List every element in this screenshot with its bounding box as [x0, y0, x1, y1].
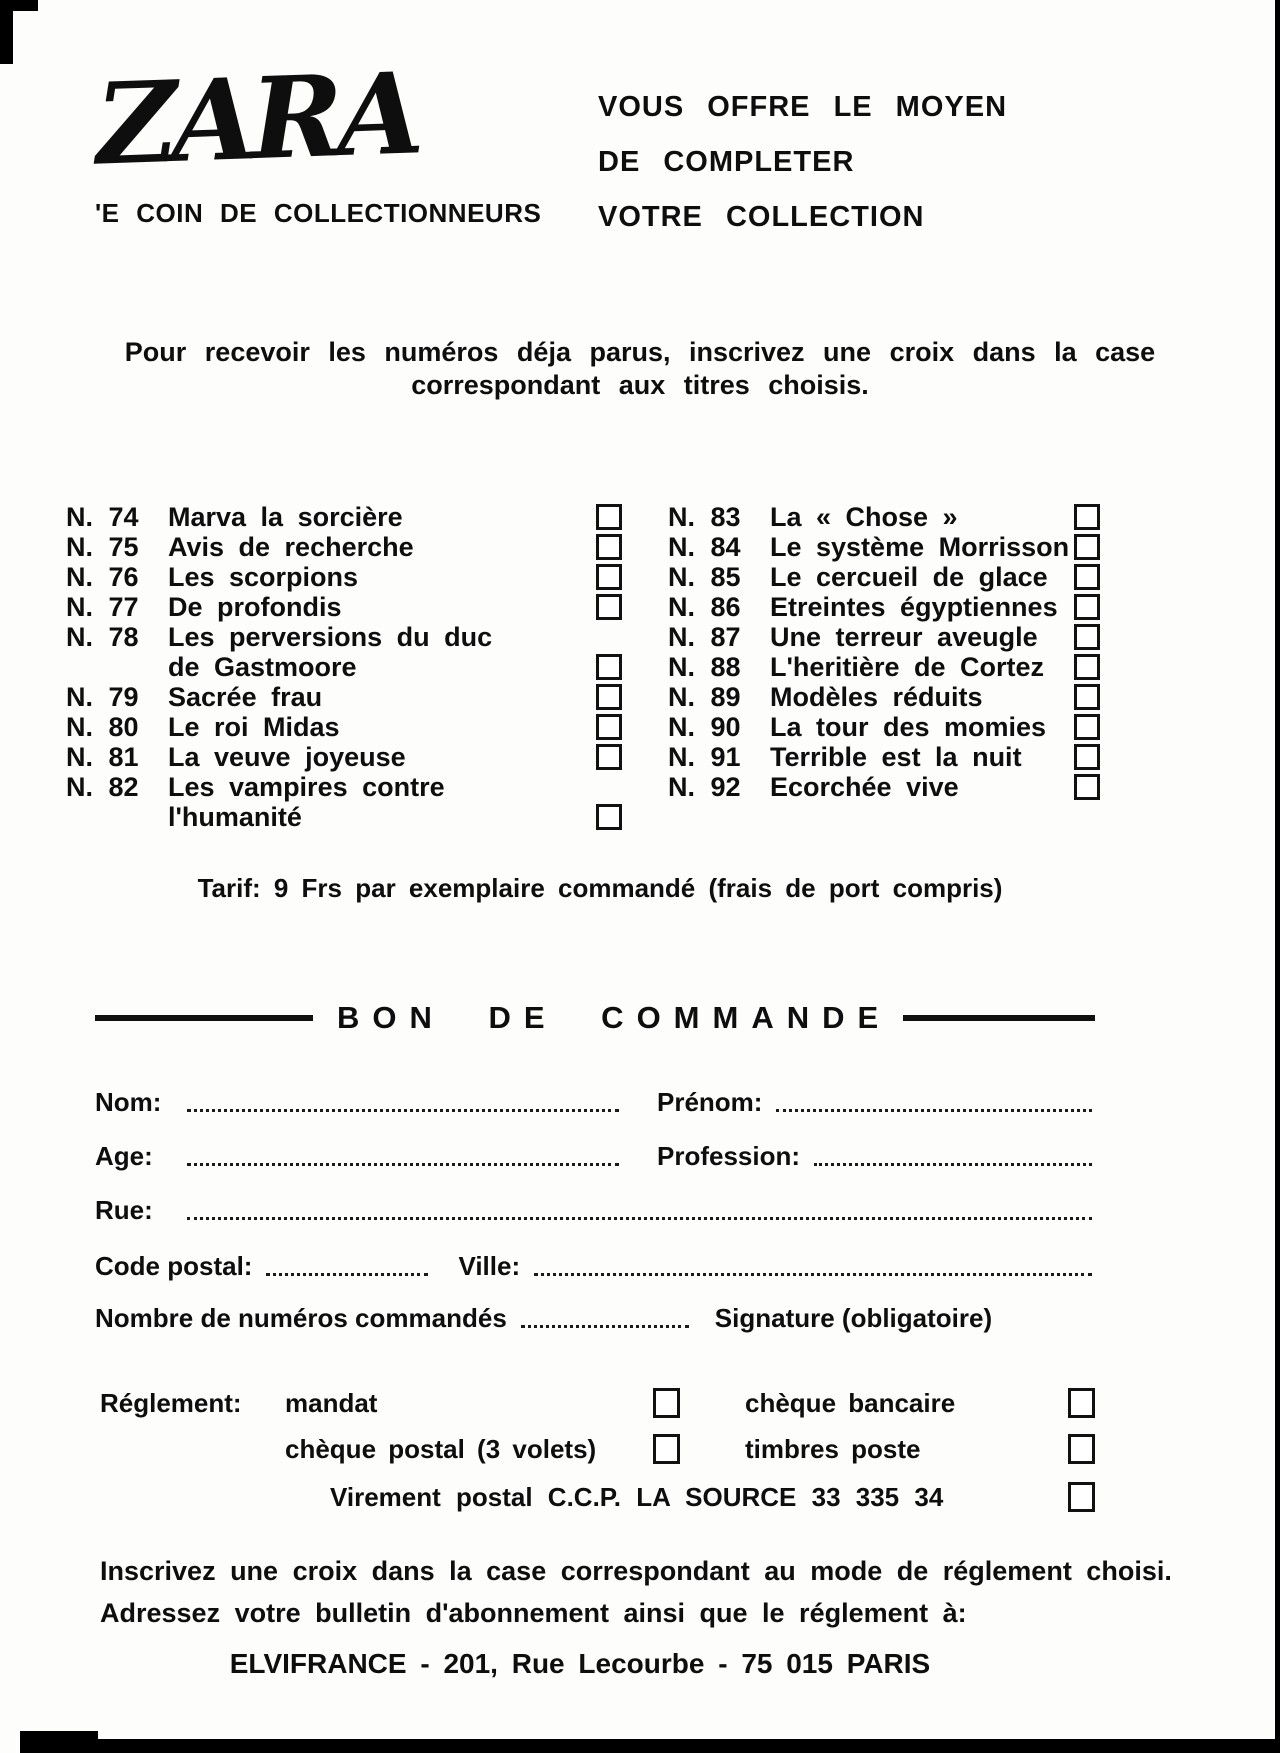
catalog-row: [0, 502, 1280, 532]
form-row-age: [95, 1136, 1092, 1172]
reglement-option-virement: Virement postal C.C.P. LA SOURCE 33 335 34: [330, 1482, 944, 1512]
publisher-address: ELVIFRANCE - 201, Rue Lecourbe - 75 015 PARIS: [229, 1648, 931, 1679]
issue-number: N. 92: [668, 771, 741, 802]
issue-checkbox-n74[interactable]: [596, 504, 622, 530]
nombre-label: Nombre de numéros commandés: [95, 1303, 507, 1333]
reglement-checkbox-mandat[interactable]: [653, 1388, 680, 1418]
intro-paragraph: [50, 336, 1230, 402]
issue-title: Etreintes égyptiennes: [770, 591, 1058, 622]
issue-checkbox-n75[interactable]: [596, 534, 622, 560]
issue-title: Les vampires contre: [168, 771, 445, 802]
footer-instruction-1: Inscrivez une croix dans la case correspondant au mode de réglement choisi.: [100, 1556, 1172, 1586]
issue-checkbox-n78[interactable]: [596, 654, 622, 680]
reglement-option-cheque-bancaire: chèque bancaire: [745, 1388, 956, 1418]
issue-checkbox-n86[interactable]: [1074, 594, 1100, 620]
rule-left: [95, 1015, 313, 1021]
issue-checkbox-n81[interactable]: [596, 744, 622, 770]
issue-checkbox-n76[interactable]: [596, 564, 622, 590]
issue-checkbox-n82[interactable]: [596, 804, 622, 830]
rue-input[interactable]: [187, 1193, 1092, 1220]
form-row-nom: [95, 1082, 1092, 1118]
order-form-title: BON DE COMMANDE: [337, 1000, 892, 1035]
reglement-checkbox-cheque-postal[interactable]: [653, 1434, 680, 1464]
order-form-header: [95, 1000, 1095, 1036]
reglement-option-timbres-poste: timbres poste: [745, 1434, 921, 1464]
catalog-row: [0, 712, 1280, 742]
code-postal-input[interactable]: [266, 1249, 428, 1276]
scan-artifact-top-left-2: [0, 0, 38, 11]
tarif-note: Tarif: 9 Frs par exemplaire commandé (frais de port compris): [197, 873, 1003, 903]
issue-title: Marva la sorcière: [168, 501, 403, 532]
catalog-row: [0, 682, 1280, 712]
issue-title: Les scorpions: [168, 561, 359, 592]
nombre-input[interactable]: [521, 1301, 689, 1328]
ville-label: Ville:: [458, 1251, 521, 1281]
offer-line-1: VOUS OFFRE LE MOYEN: [598, 91, 1008, 123]
issue-title: Le système Morrisson: [770, 531, 1070, 562]
issue-number: N. 88: [668, 651, 741, 682]
age-input[interactable]: [187, 1139, 619, 1166]
issue-number: N. 89: [668, 681, 741, 712]
issue-title: La veuve joyeuse: [168, 741, 406, 772]
issue-number: N. 75: [66, 531, 139, 562]
code-postal-label: Code postal:: [95, 1251, 253, 1281]
issue-number: N. 81: [66, 741, 139, 772]
issue-checkbox-n91[interactable]: [1074, 744, 1100, 770]
catalog-row: [0, 532, 1280, 562]
issue-title: Les perversions du duc: [168, 621, 493, 652]
catalog-row: [0, 622, 1280, 652]
issue-number: N. 76: [66, 561, 139, 592]
catalog-row: [0, 592, 1280, 622]
issue-checkbox-n77[interactable]: [596, 594, 622, 620]
issue-title: Modèles réduits: [770, 681, 983, 712]
reglement-option-mandat: mandat: [285, 1388, 378, 1418]
issue-title: l'humanité: [168, 801, 302, 832]
issue-number: N. 78: [66, 621, 139, 652]
issue-number: N. 85: [668, 561, 741, 592]
issue-checkbox-n92[interactable]: [1074, 774, 1100, 800]
issue-title: L'heritière de Cortez: [770, 651, 1044, 682]
issue-checkbox-n90[interactable]: [1074, 714, 1100, 740]
offer-text: [598, 80, 1007, 245]
catalog-row: [0, 802, 1280, 832]
issue-number: N. 84: [668, 531, 741, 562]
issue-number: N. 77: [66, 591, 139, 622]
prenom-input[interactable]: [776, 1085, 1092, 1112]
issue-checklist: [0, 502, 1280, 832]
issue-title: de Gastmoore: [168, 651, 357, 682]
scan-artifact-bottom-left: [20, 1731, 98, 1753]
rue-label: Rue:: [95, 1195, 153, 1225]
issue-checkbox-n87[interactable]: [1074, 624, 1100, 650]
issue-number: N. 83: [668, 501, 741, 532]
catalog-row: [0, 742, 1280, 772]
scan-artifact-bottom-band: [20, 1739, 1280, 1753]
reglement-checkbox-cheque-bancaire[interactable]: [1068, 1388, 1095, 1418]
issue-checkbox-n88[interactable]: [1074, 654, 1100, 680]
collector-tagline: 'E COIN DE COLLECTIONNEURS: [95, 198, 542, 228]
issue-title: La « Chose »: [770, 501, 958, 532]
catalog-row: [0, 772, 1280, 802]
zara-logo: ZARA: [93, 48, 419, 191]
catalog-row: [0, 652, 1280, 682]
nom-input[interactable]: [187, 1085, 619, 1112]
issue-title: Le roi Midas: [168, 711, 340, 742]
offer-line-3: VOTRE COLLECTION: [598, 201, 925, 233]
issue-number: N. 74: [66, 501, 139, 532]
reglement-option-cheque-postal: chèque postal (3 volets): [285, 1434, 597, 1464]
issue-checkbox-n89[interactable]: [1074, 684, 1100, 710]
offer-line-2: DE COMPLETER: [598, 146, 855, 178]
nom-label: Nom:: [95, 1087, 162, 1117]
footer-instruction-2: Adressez votre bulletin d'abonnement ainsi que le réglement à:: [100, 1598, 967, 1628]
signature-label: Signature (obligatoire): [714, 1303, 993, 1333]
form-row-nombre: [95, 1298, 1092, 1334]
issue-title: Avis de recherche: [168, 531, 414, 562]
issue-checkbox-n83[interactable]: [1074, 504, 1100, 530]
issue-title: Sacrée frau: [168, 681, 323, 712]
issue-checkbox-n85[interactable]: [1074, 564, 1100, 590]
issue-number: N. 91: [668, 741, 741, 772]
intro-line-1: Pour recevoir les numéros déja parus, inscrivez une croix dans la case: [124, 337, 1156, 367]
issue-number: N. 82: [66, 771, 139, 802]
issue-title: Ecorchée vive: [770, 771, 959, 802]
issue-title: De profondis: [168, 591, 342, 622]
issue-number: N. 80: [66, 711, 139, 742]
reglement-checkbox-timbres-poste[interactable]: [1068, 1434, 1095, 1464]
scan-artifact-right-edge: [1275, 0, 1280, 1753]
issue-checkbox-n79[interactable]: [596, 684, 622, 710]
issue-title: Une terreur aveugle: [770, 621, 1038, 652]
ville-input[interactable]: [534, 1249, 1092, 1276]
profession-label: Profession:: [657, 1141, 801, 1171]
catalog-row: [0, 562, 1280, 592]
intro-line-2: correspondant aux titres choisis.: [411, 370, 869, 400]
issue-title: Terrible est la nuit: [770, 741, 1022, 772]
reglement-section: [100, 1388, 1185, 1538]
profession-input[interactable]: [814, 1139, 1092, 1166]
issue-title: Le cercueil de glace: [770, 561, 1048, 592]
rule-right: [903, 1015, 1095, 1021]
reglement-label: Réglement:: [100, 1388, 242, 1418]
prenom-label: Prénom:: [657, 1087, 763, 1117]
issue-number: N. 86: [668, 591, 741, 622]
form-row-rue: [95, 1190, 1092, 1226]
issue-number: N. 87: [668, 621, 741, 652]
issue-checkbox-n80[interactable]: [596, 714, 622, 740]
reglement-checkbox-virement[interactable]: [1068, 1482, 1095, 1512]
form-row-code-postal: [95, 1246, 1092, 1282]
issue-number: N. 90: [668, 711, 741, 742]
issue-title: La tour des momies: [770, 711, 1047, 742]
issue-number: N. 79: [66, 681, 139, 712]
age-label: Age:: [95, 1141, 153, 1171]
issue-checkbox-n84[interactable]: [1074, 534, 1100, 560]
